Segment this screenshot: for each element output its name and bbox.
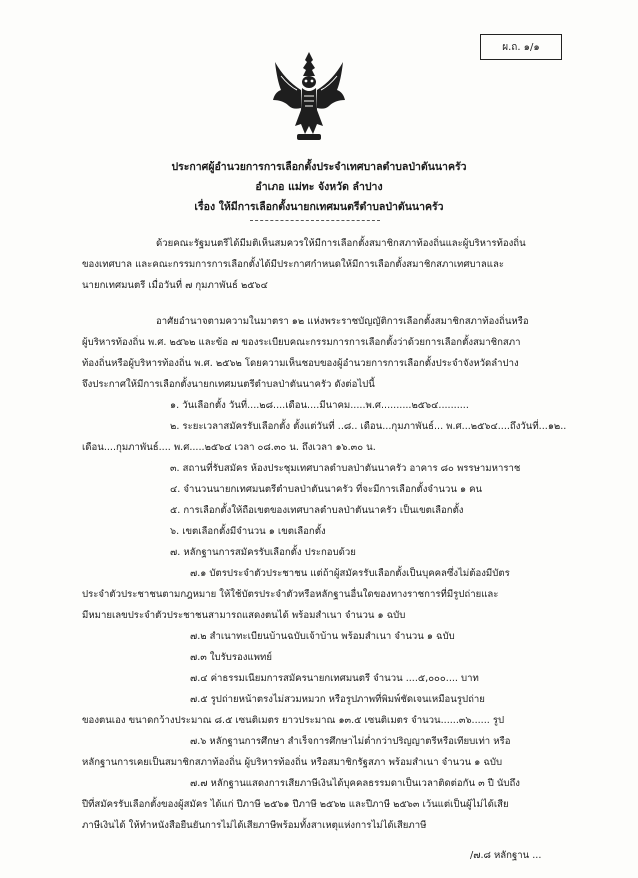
para2-line: จึงประกาศให้มีการเลือกตั้งนายกเทศมนตรีตำบลป่าตันนาครัว ดังต่อไปนี้ bbox=[82, 379, 375, 390]
form-code-box: ผ.ถ. ๑/๑ bbox=[480, 34, 562, 60]
announcement-title: ประกาศผู้อำนวยการการเลือกตั้งประจำเทศบาลตำบลป่าตันนาครัว bbox=[171, 161, 467, 173]
para1-line: ของเทศบาล และคณะกรรมการการเลือกตั้งได้มีประกาศกำหนดให้มีการเลือกตั้งสมาชิกสภาเทศบาลและ bbox=[82, 259, 504, 270]
subitem-line: ๗.๑ บัตรประจำตัวประชาชน แต่ถ้าผู้สมัครรับเลือกตั้งเป็นบุคคลซึ่งไม่ต้องมีบัตร bbox=[190, 568, 510, 579]
subitem-line: ปีที่สมัครรับเลือกตั้งของผู้สมัคร ได้แก่ ปีภาษี ๒๕๖๑ ปีภาษี ๒๕๖๒ และปีภาษี ๒๕๖๓ เว้นแต่เป็นผู้ไม่ได้เสีย bbox=[82, 799, 509, 810]
subitem-line: มีหมายเลขประจำตัวประชาชนสามารถแสดงตนได้ พร้อมสำเนา จำนวน ๑ ฉบับ bbox=[82, 610, 406, 621]
garuda-emblem bbox=[271, 50, 347, 142]
subitem-line: ของตนเอง ขนาดกว้างประมาณ ๘.๕ เซนติเมตร ยาวประมาณ ๑๓.๕ เซนติเมตร จำนวน......๓๖...... รูป bbox=[82, 715, 505, 726]
continuation-marker: /๗.๘ หลักฐาน ... bbox=[470, 850, 542, 861]
para2-line: ผู้บริหารท้องถิ่น พ.ศ. ๒๕๖๒ และข้อ ๗ ของระเบียบคณะกรรมการการเลือกตั้งว่าด้วยการเลือกตั้งสมาชิกสภา bbox=[82, 337, 521, 348]
para1-line: นายกเทศมนตรี เมื่อวันที่ ๗ กุมภาพันธ์ ๒๕๖๔ bbox=[82, 280, 268, 291]
para2-line: อาศัยอำนาจตามความในมาตรา ๑๒ แห่งพระราชบัญญัติการเลือกตั้งสมาชิกสภาท้องถิ่นหรือ bbox=[156, 316, 529, 327]
subitem-line: ประจำตัวประชาชนตามกฎหมาย ให้ใช้บัตรประจำตัวหรือหลักฐานอื่นใดของทางราชการที่มีรูปถ่ายและ bbox=[82, 589, 499, 600]
subitem-line: ๗.๓ ใบรับรองแพทย์ bbox=[190, 652, 272, 663]
para1-line: ด้วยคณะรัฐมนตรีได้มีมติเห็นสมควรให้มีการเลือกตั้งสมาชิกสภาท้องถิ่นและผู้บริหารท้องถิ่น bbox=[156, 238, 526, 249]
subitem-line: ๗.๕ รูปถ่ายหน้าตรงไม่สวมหมวก หรือรูปภาพที่พิมพ์ชัดเจนเหมือนรูปถ่าย bbox=[190, 694, 485, 705]
subitem-line: ภาษีเงินได้ ให้ทำหนังสือยืนยันการไม่ได้เสียภาษีพร้อมทั้งสาเหตุแห่งการไม่ได้เสียภาษี bbox=[82, 820, 427, 831]
subitem-line: ๗.๗ หลักฐานแสดงการเสียภาษีเงินได้บุคคลธรรมดาเป็นเวลาติดต่อกัน ๓ ปี นับถึง bbox=[190, 778, 520, 789]
para2-line: ท้องถิ่นหรือผู้บริหารท้องถิ่น พ.ศ. ๒๕๖๒ โดยความเห็นชอบของผู้อำนวยการการเลือกตั้งประจำจังหวัดลำปาง bbox=[82, 358, 519, 369]
item-constituency: ๕. การเลือกตั้งให้ถือเขตของเทศบาลตำบลป่าตันนาครัว เป็นเขตเลือกตั้ง bbox=[170, 505, 464, 516]
item-application-period-cont: เดือน....กุมภาพันธ์.... พ.ศ.....๒๕๖๔ เวลา ๐๘.๓๐ น. ถึงเวลา ๑๖.๓๐ น. bbox=[82, 442, 376, 453]
subitem-line: หลักฐานการเคยเป็นสมาชิกสภาท้องถิ่น ผู้บริหารท้องถิ่น หรือสมาชิกรัฐสภา พร้อมสำเนา จำนวน ๑ ฉบับ bbox=[82, 757, 503, 768]
subject-line: เรื่อง ให้มีการเลือกตั้งนายกเทศมนตรีตำบลป่าตันนาครัว bbox=[194, 201, 444, 213]
subitem-line: ๗.๖ หลักฐานการศึกษา สำเร็จการศึกษาไม่ต่ำกว่าปริญญาตรีหรือเทียบเท่า หรือ bbox=[190, 736, 511, 747]
header-divider bbox=[250, 220, 380, 221]
item-election-date: ๑. วันเลือกตั้ง วันที่....๒๘....เดือน....มีนาคม.....พ.ศ..........๒๕๖๔.......... bbox=[170, 400, 469, 411]
subitem-line: ๗.๔ ค่าธรรมเนียมการสมัครนายกเทศมนตรี จำนวน ....๕,๐๐๐.... บาท bbox=[190, 673, 479, 684]
item-mayor-count: ๔. จำนวนนายกเทศมนตรีตำบลป่าตันนาครัว ที่จะมีการเลือกตั้งจำนวน ๑ คน bbox=[170, 484, 483, 495]
item-application-period: ๒. ระยะเวลาสมัครรับเลือกตั้ง ตั้งแต่วันที่ ..๘.. เดือน...กุมภาพันธ์... พ.ศ...๒๕๖๔....ถึงวันที่...๑๒.. bbox=[170, 421, 567, 432]
subitem-line: ๗.๒ สำเนาทะเบียนบ้านฉบับเจ้าบ้าน พร้อมสำเนา จำนวน ๑ ฉบับ bbox=[190, 631, 455, 642]
item-constituency-count: ๖. เขตเลือกตั้งมีจำนวน ๑ เขตเลือกตั้ง bbox=[170, 526, 326, 537]
item-required-documents: ๗. หลักฐานการสมัครรับเลือกตั้ง ประกอบด้วย bbox=[170, 547, 356, 558]
item-application-place: ๓. สถานที่รับสมัคร ห้องประชุมเทศบาลตำบลป่าตันนาครัว อาคาร ๘๐ พรรษามหาราช bbox=[170, 463, 521, 474]
district-province: อำเภอ แม่ทะ จังหวัด ลำปาง bbox=[255, 181, 383, 193]
